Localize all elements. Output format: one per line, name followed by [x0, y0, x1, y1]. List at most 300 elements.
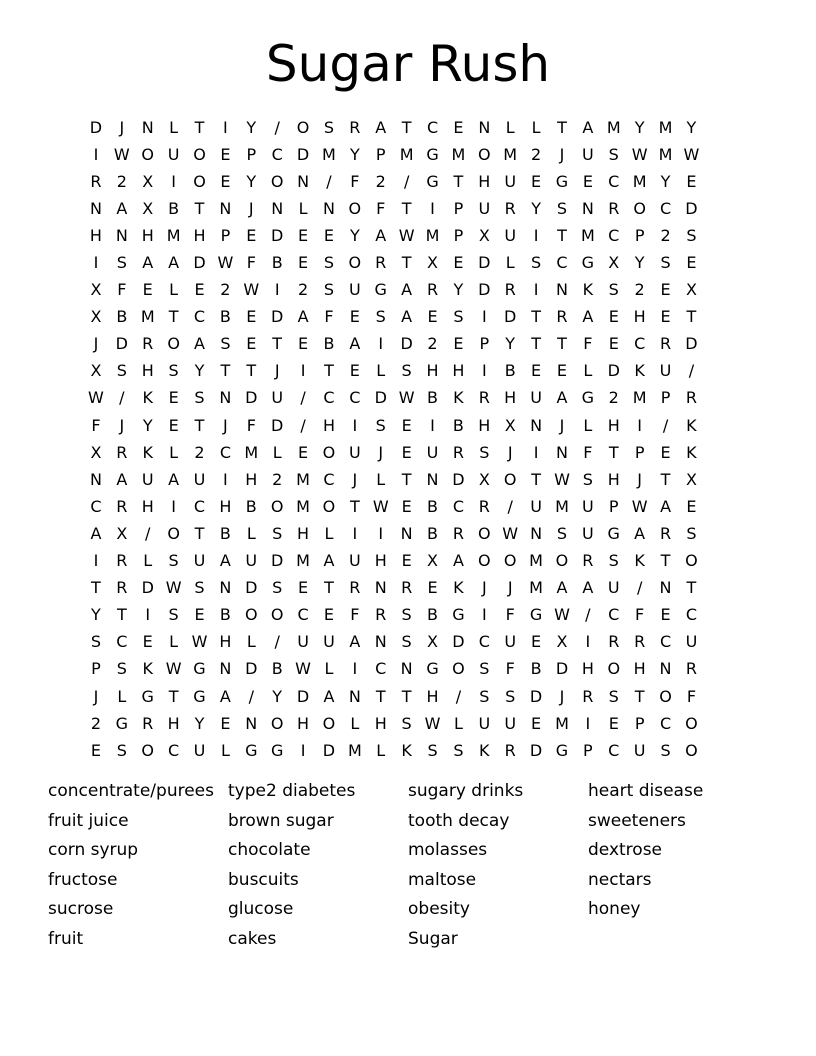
grid-letter: R	[634, 632, 646, 652]
grid-letter: N	[374, 578, 387, 598]
grid-letter: S	[556, 523, 568, 543]
grid-letter: U	[193, 551, 206, 571]
grid-letter: T	[168, 307, 179, 327]
grid-letter: R	[349, 117, 361, 137]
grid-letter: A	[375, 117, 387, 137]
grid-letter: G	[452, 605, 465, 625]
grid-letter: E	[349, 307, 360, 327]
grid-letter: T	[401, 253, 412, 273]
grid-letter: X	[685, 280, 697, 300]
grid-letter: F	[350, 605, 360, 625]
grid-letter: B	[219, 523, 231, 543]
grid-letter: I	[223, 469, 228, 489]
grid-letter: I	[352, 415, 358, 435]
grid-letter: S	[686, 523, 697, 543]
grid-letter: P	[634, 225, 645, 245]
grid-letter: J	[637, 469, 642, 489]
grid-letter: S	[401, 713, 412, 733]
grid-letter: L	[169, 632, 179, 652]
grid-letter: Y	[91, 605, 101, 625]
grid-letter: A	[452, 551, 464, 571]
grid-row	[83, 304, 731, 331]
grid-row	[83, 737, 731, 764]
grid-letter: F	[583, 442, 593, 462]
grid-letter: S	[660, 740, 671, 760]
grid-letter: O	[633, 198, 646, 218]
grid-letter: S	[505, 686, 516, 706]
grid-letter: I	[300, 361, 306, 381]
grid-letter: K	[686, 442, 697, 462]
grid-letter: D	[400, 334, 413, 354]
grid-letter: B	[427, 523, 439, 543]
grid-letter: L	[246, 632, 256, 652]
grid-letter: R	[582, 686, 594, 706]
grid-letter: X	[504, 415, 516, 435]
grid-letter: O	[141, 740, 155, 760]
grid-row	[83, 493, 731, 520]
grid-letter: A	[168, 253, 180, 273]
grid-letter: H	[141, 361, 154, 381]
grid-letter: B	[427, 388, 439, 408]
grid-letter: N	[530, 523, 543, 543]
grid-letter: S	[323, 117, 335, 137]
grid-letter: Y	[246, 171, 257, 191]
grid-letter: I	[93, 551, 99, 571]
grid-letter: J	[274, 361, 280, 381]
grid-letter: 2	[634, 280, 645, 300]
grid-letter: G	[193, 686, 206, 706]
grid-letter: U	[348, 280, 361, 300]
grid-letter: N	[581, 198, 594, 218]
word-list-item: sweeteners	[588, 810, 686, 831]
grid-letter: E	[531, 713, 542, 733]
grid-letter: X	[142, 198, 154, 218]
grid-letter: I	[352, 659, 358, 679]
grid-letter: R	[375, 605, 387, 625]
word-list-item: obesity	[408, 899, 470, 920]
grid-letter: Y	[634, 253, 645, 273]
grid-letter: T	[375, 686, 386, 706]
grid-letter: C	[659, 198, 672, 218]
grid-letter: C	[426, 117, 439, 137]
grid-letter: S	[582, 469, 593, 489]
grid-letter: M	[555, 496, 569, 516]
grid-letter: H	[426, 361, 439, 381]
word-list-item: glucose	[228, 899, 294, 920]
grid-letter: K	[401, 740, 412, 760]
grid-letter: L	[583, 361, 593, 381]
grid-letter: P	[660, 388, 671, 408]
grid-letter: T	[324, 578, 334, 598]
grid-letter: L	[453, 713, 463, 733]
grid-letter: M	[658, 117, 673, 137]
grid-letter: L	[272, 442, 282, 462]
grid-letter: L	[350, 713, 360, 733]
grid-letter: /	[300, 388, 306, 408]
grid-letter: U	[478, 198, 491, 218]
grid-letter: Y	[349, 144, 360, 164]
grid-row	[83, 548, 731, 575]
grid-letter: S	[116, 253, 127, 273]
grid-letter: T	[168, 686, 179, 706]
grid-letter: U	[582, 496, 594, 516]
grid-letter: D	[245, 659, 258, 679]
grid-letter: U	[659, 361, 672, 381]
grid-letter: T	[531, 334, 541, 354]
grid-letter: N	[374, 632, 387, 652]
grid-letter: B	[427, 496, 439, 516]
grid-letter: B	[116, 307, 128, 327]
grid-letter: E	[220, 144, 231, 164]
grid-letter: E	[660, 280, 671, 300]
grid-letter: A	[349, 632, 361, 652]
grid-letter: D	[115, 334, 128, 354]
grid-letter: M	[322, 144, 336, 164]
grid-letter: I	[533, 280, 539, 300]
grid-letter: 2	[375, 171, 386, 191]
grid-letter: A	[90, 523, 102, 543]
grid-letter: F	[583, 334, 593, 354]
grid-letter: P	[220, 225, 231, 245]
grid-letter: H	[607, 415, 620, 435]
grid-letter: Y	[634, 117, 645, 137]
grid-letter: E	[427, 578, 438, 598]
grid-letter: E	[90, 740, 101, 760]
grid-letter: S	[479, 442, 490, 462]
grid-letter: D	[685, 198, 698, 218]
grid-letter: R	[608, 632, 620, 652]
grid-letter: T	[401, 117, 412, 137]
grid-letter: T	[91, 578, 101, 598]
grid-row	[83, 114, 731, 141]
grid-letter: E	[686, 171, 697, 191]
grid-letter: E	[401, 496, 412, 516]
grid-letter: X	[556, 632, 568, 652]
grid-letter: T	[608, 442, 619, 462]
word-list-item: sugary drinks	[408, 781, 524, 801]
grid-letter: S	[272, 578, 283, 598]
grid-letter: E	[168, 388, 179, 408]
word-list-item: Sugar	[408, 928, 458, 949]
grid-letter: I	[378, 334, 384, 354]
grid-letter: T	[194, 523, 205, 543]
grid-letter: S	[556, 198, 568, 218]
grid-letter: T	[686, 578, 697, 598]
grid-letter: E	[453, 253, 464, 273]
grid-letter: I	[300, 740, 306, 760]
grid-letter: N	[400, 659, 413, 679]
grid-letter: X	[478, 225, 490, 245]
grid-letter: S	[531, 253, 542, 273]
word-search-grid	[83, 114, 731, 764]
grid-letter: C	[297, 605, 309, 625]
grid-letter: /	[274, 117, 280, 137]
grid-letter: C	[556, 253, 568, 273]
grid-letter: O	[141, 144, 155, 164]
grid-letter: C	[452, 496, 464, 516]
grid-letter: T	[557, 225, 567, 245]
grid-letter: S	[323, 280, 335, 300]
word-list-item: type2 diabetes	[228, 781, 356, 801]
grid-letter: R	[685, 388, 697, 408]
grid-letter: M	[632, 171, 647, 191]
grid-letter: S	[194, 578, 205, 598]
grid-letter: F	[505, 605, 515, 625]
grid-row	[83, 168, 731, 195]
grid-letter: T	[531, 307, 541, 327]
grid-letter: O	[322, 496, 336, 516]
grid-letter: X	[90, 442, 102, 462]
grid-letter: T	[634, 686, 645, 706]
grid-letter: I	[533, 442, 539, 462]
grid-letter: F	[376, 198, 386, 218]
grid-letter: R	[116, 442, 128, 462]
grid-letter: E	[401, 551, 412, 571]
grid-letter: E	[323, 605, 335, 625]
grid-letter: H	[141, 496, 154, 516]
grid-letter: M	[296, 469, 310, 489]
grid-letter: I	[481, 307, 487, 327]
grid-letter: L	[376, 469, 386, 489]
grid-letter: N	[89, 198, 102, 218]
grid-letter: 2	[220, 280, 231, 300]
grid-letter: S	[401, 361, 412, 381]
grid-letter: S	[479, 686, 490, 706]
grid-letter: E	[298, 225, 309, 245]
grid-letter: R	[504, 198, 516, 218]
grid-letter: D	[322, 740, 336, 760]
grid-letter: M	[555, 713, 569, 733]
grid-letter: E	[220, 171, 231, 191]
grid-letter: /	[119, 388, 125, 408]
grid-letter: U	[245, 551, 258, 571]
grid-letter: S	[608, 280, 619, 300]
grid-letter: I	[637, 415, 642, 435]
grid-letter: N	[530, 415, 543, 435]
grid-letter: I	[352, 523, 358, 543]
grid-letter: M	[399, 144, 414, 164]
grid-letter: A	[142, 253, 154, 273]
grid-letter: C	[608, 605, 620, 625]
grid-letter: C	[323, 469, 335, 489]
grid-letter: E	[298, 442, 309, 462]
grid-letter: T	[194, 415, 205, 435]
grid-letter: S	[272, 523, 283, 543]
grid-letter: S	[453, 740, 464, 760]
grid-letter: R	[504, 740, 516, 760]
word-list-item: tooth decay	[408, 810, 510, 831]
grid-letter: U	[504, 713, 517, 733]
grid-letter: A	[323, 686, 335, 706]
grid-letter: L	[505, 117, 515, 137]
grid-letter: C	[323, 388, 335, 408]
grid-letter: P	[583, 740, 593, 760]
grid-letter: B	[219, 605, 231, 625]
grid-letter: E	[686, 253, 697, 273]
grid-letter: L	[324, 523, 334, 543]
grid-letter: R	[685, 659, 697, 679]
grid-letter: T	[324, 361, 334, 381]
grid-letter: S	[168, 551, 179, 571]
grid-letter: O	[193, 171, 206, 191]
grid-letter: O	[167, 523, 180, 543]
grid-letter: W	[683, 144, 700, 164]
grid-letter: J	[507, 578, 513, 598]
grid-letter: W	[88, 388, 104, 408]
grid-letter: O	[685, 713, 698, 733]
grid-letter: S	[375, 415, 386, 435]
grid-letter: O	[167, 334, 180, 354]
word-list-item: cakes	[228, 928, 277, 949]
grid-letter: H	[167, 713, 180, 733]
grid-letter: F	[686, 686, 697, 706]
grid-letter: O	[193, 144, 206, 164]
grid-letter: J	[559, 144, 565, 164]
grid-letter: A	[582, 578, 594, 598]
grid-letter: J	[93, 334, 99, 354]
grid-letter: T	[557, 117, 567, 137]
grid-letter: F	[635, 605, 645, 625]
grid-letter: M	[606, 117, 621, 137]
word-list-item: dextrose	[588, 840, 663, 861]
grid-letter: /	[248, 686, 254, 706]
grid-letter: O	[270, 496, 284, 516]
grid-letter: W	[554, 605, 570, 625]
grid-letter: Y	[660, 171, 671, 191]
grid-letter: G	[581, 253, 595, 273]
grid-letter: E	[531, 171, 542, 191]
grid-letter: L	[376, 361, 386, 381]
grid-letter: O	[270, 713, 284, 733]
grid-letter: A	[116, 469, 128, 489]
grid-letter: L	[220, 740, 230, 760]
grid-letter: L	[324, 659, 334, 679]
grid-row	[83, 466, 731, 493]
grid-letter: D	[245, 578, 258, 598]
grid-letter: I	[585, 632, 591, 652]
grid-letter: N	[297, 171, 310, 191]
grid-row	[83, 710, 731, 737]
grid-letter: Y	[505, 334, 516, 354]
grid-letter: U	[167, 144, 180, 164]
grid-letter: /	[662, 415, 669, 435]
grid-letter: R	[401, 578, 413, 598]
grid-letter: D	[452, 469, 465, 489]
grid-letter: C	[478, 632, 490, 652]
grid-letter: X	[427, 632, 438, 652]
grid-letter: J	[248, 198, 254, 218]
grid-letter: E	[142, 632, 153, 652]
grid-letter: G	[115, 713, 129, 733]
grid-letter: M	[166, 225, 181, 245]
grid-letter: E	[349, 361, 360, 381]
grid-letter: E	[686, 496, 697, 516]
grid-letter: /	[455, 686, 462, 706]
grid-letter: M	[140, 307, 155, 327]
grid-letter: S	[427, 740, 438, 760]
grid-letter: D	[555, 659, 569, 679]
grid-letter: W	[372, 496, 389, 516]
grid-letter: U	[348, 442, 361, 462]
grid-letter: J	[119, 415, 125, 435]
grid-letter: K	[634, 551, 645, 571]
word-list-item: maltose	[408, 869, 477, 890]
grid-letter: N	[348, 686, 361, 706]
grid-letter: O	[244, 605, 258, 625]
grid-letter: O	[452, 659, 465, 679]
grid-letter: H	[478, 415, 491, 435]
grid-letter: X	[90, 280, 102, 300]
grid-letter: D	[504, 307, 517, 327]
grid-letter: E	[194, 280, 205, 300]
grid-letter: E	[246, 225, 257, 245]
grid-row	[83, 629, 731, 656]
grid-letter: L	[505, 253, 515, 273]
grid-letter: R	[90, 171, 102, 191]
word-list-item: buscuits	[228, 869, 299, 890]
grid-letter: R	[659, 334, 672, 354]
grid-letter: C	[659, 632, 672, 652]
grid-letter: H	[374, 713, 387, 733]
grid-letter: 2	[530, 144, 542, 164]
grid-letter: W	[398, 388, 415, 408]
grid-letter: Y	[349, 225, 360, 245]
grid-letter: O	[348, 198, 362, 218]
grid-letter: W	[631, 144, 648, 164]
grid-letter: O	[555, 551, 569, 571]
grid-letter: G	[529, 605, 543, 625]
grid-row	[83, 575, 731, 602]
grid-letter: D	[89, 117, 103, 137]
grid-letter: A	[194, 334, 205, 354]
grid-letter: P	[453, 225, 464, 245]
grid-letter: 2	[660, 225, 671, 245]
grid-letter: X	[90, 307, 102, 327]
grid-letter: J	[481, 578, 487, 598]
grid-letter: U	[193, 469, 206, 489]
grid-letter: H	[141, 225, 154, 245]
grid-letter: B	[530, 659, 542, 679]
grid-letter: D	[607, 361, 620, 381]
grid-letter: C	[608, 740, 620, 760]
grid-letter: U	[426, 442, 439, 462]
page-title: Sugar Rush	[265, 35, 551, 93]
grid-letter: I	[430, 415, 435, 435]
grid-letter: P	[634, 713, 645, 733]
grid-letter: I	[378, 523, 384, 543]
word-list-item: chocolate	[228, 840, 311, 861]
grid-letter: C	[193, 307, 206, 327]
grid-letter: A	[582, 117, 594, 137]
grid-letter: O	[685, 551, 698, 571]
grid-letter: E	[298, 334, 309, 354]
grid-row	[83, 358, 731, 385]
grid-letter: R	[478, 496, 490, 516]
grid-letter: O	[685, 740, 698, 760]
grid-letter: I	[274, 280, 280, 300]
grid-letter: D	[478, 280, 491, 300]
grid-letter: R	[375, 253, 387, 273]
grid-letter: I	[585, 713, 591, 733]
grid-letter: W	[631, 496, 648, 516]
grid-letter: I	[171, 171, 176, 191]
grid-letter: /	[636, 578, 643, 598]
grid-letter: R	[659, 523, 672, 543]
word-list-item: fructose	[48, 869, 118, 890]
grid-letter: E	[660, 605, 671, 625]
grid-row	[83, 683, 731, 710]
grid-letter: H	[452, 361, 465, 381]
